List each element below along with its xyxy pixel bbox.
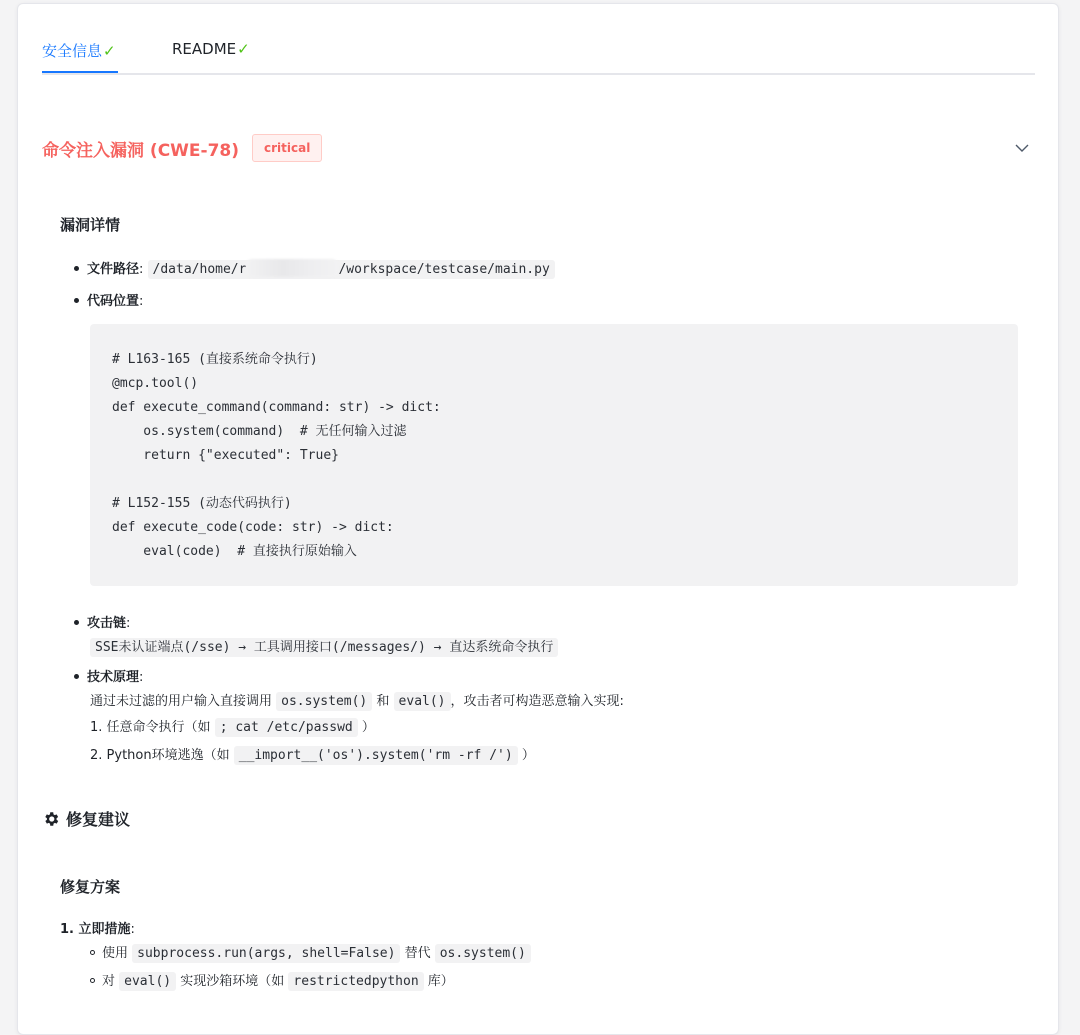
- tab-security-info[interactable]: [42, 40, 116, 71]
- sub1-code-2: os.system(): [435, 944, 531, 963]
- fix-sub-item-2: [90, 970, 454, 989]
- item2-prefix: 2. Python环境逃逸（如: [90, 748, 230, 763]
- bullet: [74, 674, 79, 679]
- list-item-file-path: 文件路径: /data/home/r /workspace/testcase/main.py: [74, 258, 555, 277]
- fix-step-1-label: 1. 立即措施: [60, 922, 131, 937]
- bullet: [74, 266, 79, 271]
- list-item-attack-chain: 攻击链:: [74, 612, 130, 631]
- principle-label: 技术原理: [87, 670, 140, 685]
- tab-readme[interactable]: [172, 40, 250, 71]
- tab-bar: [42, 4, 1035, 75]
- security-card: [17, 3, 1059, 1035]
- list-item-principle: 技术原理:: [74, 666, 143, 685]
- tab-security-info-label: 安全信息: [42, 42, 103, 60]
- redacted-segment: [246, 259, 338, 277]
- list-item-code-location: 代码位置:: [74, 290, 143, 309]
- sub1-code-1: subprocess.run(args, shell=False): [132, 944, 400, 963]
- circle-bullet: [90, 978, 95, 983]
- file-path-value: [148, 260, 555, 279]
- principle-and: 和: [376, 694, 390, 709]
- chevron-down-icon[interactable]: [1012, 138, 1032, 158]
- sub2-prefix: 对: [102, 974, 116, 989]
- fix-sub-item-1: [90, 942, 531, 961]
- fix-heading-row: [42, 807, 130, 830]
- attack-chain-value-row: [90, 636, 558, 655]
- principle-item-1: [90, 716, 375, 735]
- file-path-suffix: /workspace/testcase/main.py: [338, 262, 550, 277]
- sub1-prefix: 使用: [102, 946, 129, 961]
- code-location-label: 代码位置: [87, 294, 140, 309]
- bullet: [74, 298, 79, 303]
- fix-subheading: 修复方案: [60, 878, 121, 896]
- principle-text: [90, 690, 624, 709]
- attack-chain-label: 攻击链: [87, 616, 127, 631]
- code-block: [90, 324, 1018, 586]
- sub2-code-1: eval(): [119, 972, 176, 991]
- file-path-redacted-char: r: [238, 262, 247, 277]
- sub2-mid: 实现沙箱环境（如: [180, 974, 285, 989]
- check-icon: ✓: [237, 40, 250, 58]
- bullet: [74, 620, 79, 625]
- item1-suffix: ）: [361, 720, 375, 735]
- gear-icon: [42, 810, 60, 828]
- principle-code-1: os.system(): [276, 692, 372, 711]
- principle-intro-2: ，攻击者可构造恶意输入实现:: [450, 694, 624, 709]
- sub2-code-2: restrictedpython: [288, 972, 423, 991]
- vulnerability-title: 命令注入漏洞 (CWE-78): [42, 141, 240, 161]
- fix-step-1: 1. 立即措施:: [60, 922, 135, 937]
- item1-code: ; cat /etc/passwd: [215, 718, 358, 737]
- check-icon: ✓: [103, 42, 116, 60]
- code-block-content: # L163-165 (直接系统命令执行) @mcp.tool() def execute_command(command: str) -> dict: os.system(command) # 无任何输入过滤 return {"executed": True} # L152-155 (动态代码执行) def execute_code(code: str) -> dict: eval(code) # 直接执行原始输入: [112, 352, 441, 559]
- item1-prefix: 1. 任意命令执行（如: [90, 720, 211, 735]
- sub1-mid: 替代: [404, 946, 431, 961]
- principle-code-2: eval(): [394, 692, 451, 711]
- circle-bullet: [90, 950, 95, 955]
- fix-heading: 修复建议: [66, 810, 131, 829]
- item2-suffix: ）: [521, 748, 535, 763]
- principle-intro-1: 通过未过滤的用户输入直接调用: [90, 694, 273, 709]
- attack-chain-value: SSE未认证端点(/sse) → 工具调用接口(/messages/) → 直达系统命令执行: [90, 638, 558, 657]
- vulnerability-header[interactable]: [42, 132, 1032, 164]
- file-path-prefix: /data/home/: [152, 262, 239, 277]
- details-heading: 漏洞详情: [60, 216, 121, 234]
- file-path-label: 文件路径: [87, 262, 140, 277]
- severity-badge: critical: [252, 134, 322, 162]
- principle-item-2: [90, 744, 535, 763]
- sub2-suffix: 库）: [427, 974, 454, 989]
- tab-readme-label: README: [172, 40, 237, 58]
- item2-code: __import__('os').system('rm -rf /'): [234, 746, 518, 765]
